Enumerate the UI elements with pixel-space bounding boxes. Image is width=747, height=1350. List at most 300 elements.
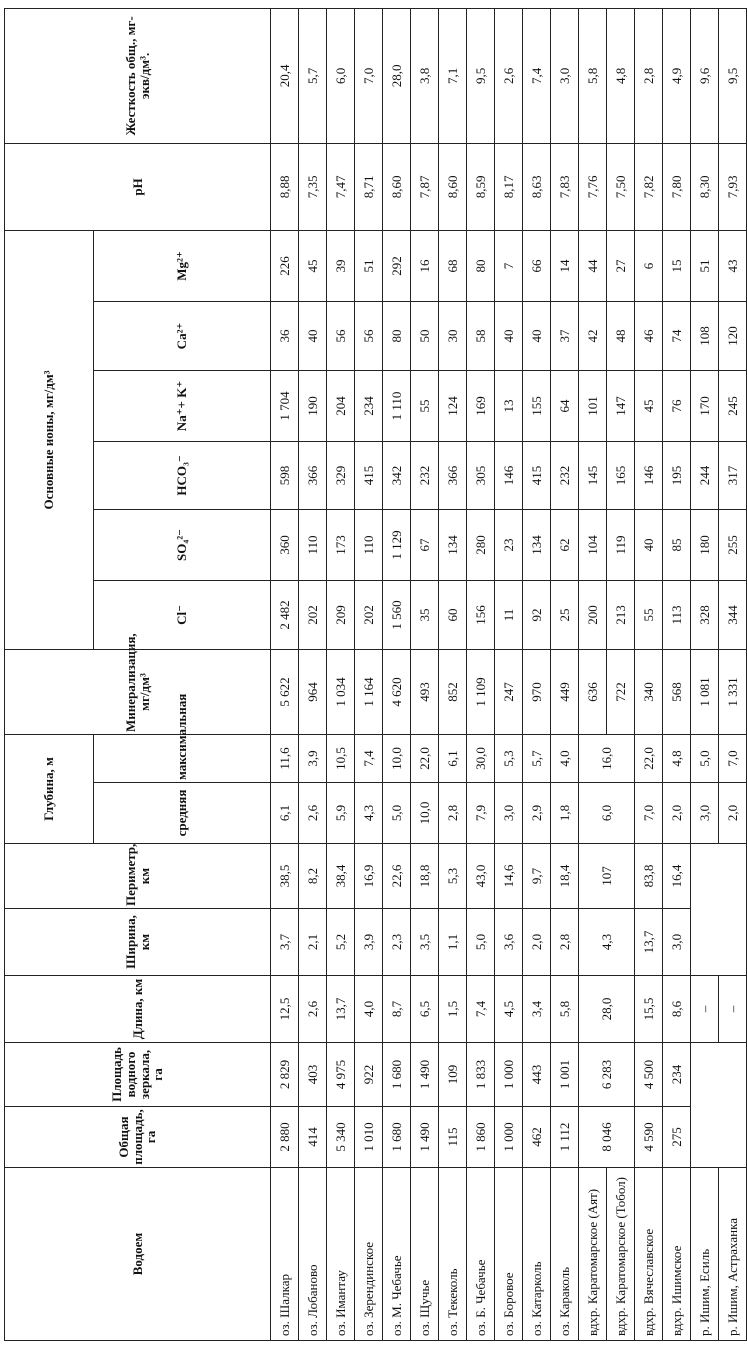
cell-perimeter: 18,8: [411, 844, 439, 909]
cell-hardness: 7,0: [355, 8, 383, 143]
cell-depth-max: 7,0: [719, 734, 747, 782]
cell-width: 1,1: [439, 909, 467, 976]
table-row: [327, 8, 355, 1340]
cell-ca: 108: [691, 301, 719, 370]
cell-ph: 8,60: [439, 143, 467, 230]
table-row: [383, 8, 411, 1340]
cell-width: 2,8: [551, 909, 579, 976]
cell-ph: 8,17: [495, 143, 523, 230]
col-ions: Основные ионы, мг/дм³: [5, 230, 94, 649]
cell-perimeter: 16,4: [663, 844, 691, 909]
cell-depth-mean: 7,0: [635, 783, 663, 844]
cell-so4: 104: [579, 509, 607, 580]
cell-total-area: 275: [663, 1107, 691, 1168]
cell-ph: 7,93: [719, 143, 747, 230]
table-row: [663, 8, 691, 1340]
cell-width: 3,7: [271, 909, 299, 976]
cell-depth-mean: 10,0: [411, 783, 439, 844]
cell-so4: 255: [719, 509, 747, 580]
cell-hardness: 28,0: [383, 8, 411, 143]
cell-cl: 213: [607, 580, 635, 649]
cell-ph: 7,47: [327, 143, 355, 230]
cell-mineral: 340: [635, 649, 663, 734]
cell-ph: 8,63: [523, 143, 551, 230]
cell-hardness: 9,5: [719, 8, 747, 143]
cell-length: 15,5: [635, 976, 663, 1043]
cell-so4: 280: [467, 509, 495, 580]
cell-mineral: 4 620: [383, 649, 411, 734]
cell-width: 2,1: [299, 909, 327, 976]
cell-depth-mean: 7,9: [467, 783, 495, 844]
cell-ca: 48: [607, 301, 635, 370]
cell-depth-mean: 4,3: [355, 783, 383, 844]
cell-mineral: 449: [551, 649, 579, 734]
cell-depth-max: 5,3: [495, 734, 523, 782]
cell-total-area: 2 880: [271, 1107, 299, 1168]
cell-depth-mean: 2,0: [719, 783, 747, 844]
cell-cl: 55: [635, 580, 663, 649]
cell-ph: 8,30: [691, 143, 719, 230]
cell-cl: 344: [719, 580, 747, 649]
cell-ph: 8,88: [271, 143, 299, 230]
cell-so4: 1 129: [383, 509, 411, 580]
cell-hco3: 329: [327, 441, 355, 509]
cell-so4: 23: [495, 509, 523, 580]
cell-mg: 44: [579, 230, 607, 301]
cell-nak: 169: [467, 370, 495, 441]
cell-hco3: 146: [635, 441, 663, 509]
cell-nak: 1 704: [271, 370, 299, 441]
cell-hco3: 195: [663, 441, 691, 509]
cell-hco3: 305: [467, 441, 495, 509]
cell-depth-max: 4,0: [551, 734, 579, 782]
cell-depth-max: 5,7: [523, 734, 551, 782]
cell-nak: 76: [663, 370, 691, 441]
cell-name: оз. Шалкар: [271, 1168, 299, 1341]
cell-depth-max: 22,0: [635, 734, 663, 782]
cell-ca: 56: [355, 301, 383, 370]
cell-hco3: 232: [411, 441, 439, 509]
cell-hardness: 7,1: [439, 8, 467, 143]
table-row: [271, 8, 299, 1340]
cell-cl: 11: [495, 580, 523, 649]
cell-length: 4,0: [355, 976, 383, 1043]
cell-cl: 202: [355, 580, 383, 649]
cell-length: 7,4: [467, 976, 495, 1043]
cell-total-area: 1 010: [355, 1107, 383, 1168]
cell-ca: 42: [579, 301, 607, 370]
cell-length: 4,5: [495, 976, 523, 1043]
cell-so4: 119: [607, 509, 635, 580]
cell-nak: 234: [355, 370, 383, 441]
cell-so4: 360: [271, 509, 299, 580]
cell-cl: 200: [579, 580, 607, 649]
cell-nak: 124: [439, 370, 467, 441]
cell-name: оз. Караколь: [551, 1168, 579, 1341]
cell-mg: 27: [607, 230, 635, 301]
cell-cl: 35: [411, 580, 439, 649]
cell-nak: 204: [327, 370, 355, 441]
cell-so4: 67: [411, 509, 439, 580]
col-so4: SO₄²⁻: [94, 509, 271, 580]
cell-water-area: 6 283: [579, 1043, 635, 1107]
cell-depth-max: 16,0: [579, 734, 635, 782]
cell-water-area: 443: [523, 1043, 551, 1107]
cell-ca: 40: [299, 301, 327, 370]
col-length: Длина, км: [5, 976, 271, 1043]
cell-mineral: 1 034: [327, 649, 355, 734]
cell-mineral: 1 164: [355, 649, 383, 734]
cell-mg: 45: [299, 230, 327, 301]
cell-width: 4,3: [579, 909, 635, 976]
cell-so4: 85: [663, 509, 691, 580]
cell-mineral: 247: [495, 649, 523, 734]
cell-so4: 134: [439, 509, 467, 580]
cell-water-area: 234: [663, 1043, 691, 1107]
cell-mg: 7: [495, 230, 523, 301]
cell-water-area: 1 490: [411, 1043, 439, 1107]
cell-perimeter: 38,5: [271, 844, 299, 909]
cell-hardness: 5,7: [299, 8, 327, 143]
cell-total-area: 1 000: [495, 1107, 523, 1168]
cell-length: 2,6: [299, 976, 327, 1043]
cell-so4: 134: [523, 509, 551, 580]
cell-hco3: 145: [579, 441, 607, 509]
cell-nak: 147: [607, 370, 635, 441]
cell-perimeter: 9,7: [523, 844, 551, 909]
cell-hco3: 146: [495, 441, 523, 509]
cell-cl: 92: [523, 580, 551, 649]
cell-mg: 6: [635, 230, 663, 301]
cell-so4: 110: [299, 509, 327, 580]
cell-hardness: 3,8: [411, 8, 439, 143]
cell-depth-max: 30,0: [467, 734, 495, 782]
cell-mg: 16: [411, 230, 439, 301]
cell-mg: 66: [523, 230, 551, 301]
cell-name: вдхр. Каратомарское (Тобол): [607, 1168, 635, 1341]
cell-mg: 14: [551, 230, 579, 301]
cell-hardness: 4,8: [607, 8, 635, 143]
cell-name: оз. Имантау: [327, 1168, 355, 1341]
cell-mineral: 964: [299, 649, 327, 734]
cell-length: 5,8: [551, 976, 579, 1043]
col-hco3: HCO₃⁻: [94, 441, 271, 509]
cell-water-area: 109: [439, 1043, 467, 1107]
cell-depth-mean: 5,9: [327, 783, 355, 844]
cell-mg: 39: [327, 230, 355, 301]
cell-width: 2,3: [383, 909, 411, 976]
cell-ca: 56: [327, 301, 355, 370]
cell-length: 8,7: [383, 976, 411, 1043]
col-cl: Cl⁻: [94, 580, 271, 649]
cell-hardness: 3,0: [551, 8, 579, 143]
cell-so4: 180: [691, 509, 719, 580]
cell-water-area: 403: [299, 1043, 327, 1107]
cell-cl: 2 482: [271, 580, 299, 649]
cell-length: 3,4: [523, 976, 551, 1043]
cell-nak: 155: [523, 370, 551, 441]
cell-ca: 46: [635, 301, 663, 370]
cell-hardness: 2,6: [495, 8, 523, 143]
cell-depth-mean: 3,0: [495, 783, 523, 844]
cell-ph: 8,71: [355, 143, 383, 230]
cell-name: оз. Боровое: [495, 1168, 523, 1341]
cell-hardness: 5,8: [579, 8, 607, 143]
cell-nak: 55: [411, 370, 439, 441]
cell-cl: 156: [467, 580, 495, 649]
cell-total-area: 115: [439, 1107, 467, 1168]
col-depth: Глубина, м: [5, 734, 94, 843]
cell-ph: 7,80: [663, 143, 691, 230]
cell-ph: 7,35: [299, 143, 327, 230]
cell-ph: 8,60: [383, 143, 411, 230]
cell-cl: 113: [663, 580, 691, 649]
cell-name: оз. Б. Чебачье: [467, 1168, 495, 1341]
cell-so4: 40: [635, 509, 663, 580]
table-row: [299, 8, 327, 1340]
cell-hardness: 9,6: [691, 8, 719, 143]
cell-nak: 64: [551, 370, 579, 441]
cell-hco3: 415: [355, 441, 383, 509]
cell-perimeter: 83,8: [635, 844, 663, 909]
col-hardness: Жесткость общ., мг-экв/дм³.: [5, 8, 271, 143]
col-nak: Na⁺+ K⁺: [94, 370, 271, 441]
cell-mineral: 5 622: [271, 649, 299, 734]
cell-ca: 36: [271, 301, 299, 370]
cell-perimeter: 14,6: [495, 844, 523, 909]
cell-name: оз. Щучье: [411, 1168, 439, 1341]
cell-depth-max: 22,0: [411, 734, 439, 782]
cell-ca: 50: [411, 301, 439, 370]
cell-length: –: [691, 976, 719, 1043]
cell-mineral: 568: [663, 649, 691, 734]
cell-depth-mean: 2,0: [663, 783, 691, 844]
cell-mineral: 852: [439, 649, 467, 734]
cell-water-area: 1 000: [495, 1043, 523, 1107]
cell-total-area: 1 490: [411, 1107, 439, 1168]
cell-hco3: 342: [383, 441, 411, 509]
cell-depth-max: 6,1: [439, 734, 467, 782]
cell-width: 3,0: [663, 909, 691, 976]
cell-mg: 292: [383, 230, 411, 301]
cell-water-area: 4 500: [635, 1043, 663, 1107]
cell-depth-mean: 2,9: [523, 783, 551, 844]
cell-cl: 202: [299, 580, 327, 649]
cell-mg: 15: [663, 230, 691, 301]
cell-nak: 101: [579, 370, 607, 441]
cell-total-area: 5 340: [327, 1107, 355, 1168]
cell-total-area: 414: [299, 1107, 327, 1168]
cell-perimeter: 38,4: [327, 844, 355, 909]
cell-width: 5,2: [327, 909, 355, 976]
cell-ca: 58: [467, 301, 495, 370]
cell-depth-max: 5,0: [691, 734, 719, 782]
cell-total-area: 1 112: [551, 1107, 579, 1168]
cell-depth-mean: 3,0: [691, 783, 719, 844]
cell-ph: 7,87: [411, 143, 439, 230]
cell-hco3: 317: [719, 441, 747, 509]
cell-perimeter: 5,3: [439, 844, 467, 909]
cell-ca: 74: [663, 301, 691, 370]
table-row: [355, 8, 383, 1340]
cell-perimeter: 16,9: [355, 844, 383, 909]
cell-ph: 7,82: [635, 143, 663, 230]
cell-nak: 170: [691, 370, 719, 441]
col-perimeter: Периметр, км: [5, 844, 271, 909]
cell-width-perimeter-empty: [691, 844, 747, 976]
cell-perimeter: 107: [579, 844, 635, 909]
cell-ph: 7,76: [579, 143, 607, 230]
cell-mineral: 1 331: [719, 649, 747, 734]
cell-total-area: 462: [523, 1107, 551, 1168]
cell-area-empty: [691, 1043, 747, 1168]
cell-name: оз. М. Чебачье: [383, 1168, 411, 1341]
cell-cl: 328: [691, 580, 719, 649]
cell-water-area: 2 829: [271, 1043, 299, 1107]
cell-depth-mean: 2,6: [299, 783, 327, 844]
cell-depth-mean: 6,0: [579, 783, 635, 844]
cell-total-area: 8 046: [579, 1107, 635, 1168]
cell-name: оз. Зерендинское: [355, 1168, 383, 1341]
table-row: [579, 8, 607, 1340]
cell-hardness: 9,5: [467, 8, 495, 143]
cell-ca: 40: [523, 301, 551, 370]
cell-hco3: 366: [439, 441, 467, 509]
cell-width: 13,7: [635, 909, 663, 976]
cell-total-area: 1 860: [467, 1107, 495, 1168]
cell-water-area: 1 680: [383, 1043, 411, 1107]
cell-water-area: 1 833: [467, 1043, 495, 1107]
cell-hardness: 7,4: [523, 8, 551, 143]
table-row: [691, 8, 719, 1340]
cell-hardness: 20,4: [271, 8, 299, 143]
col-depth-max: максимальная: [94, 734, 271, 782]
cell-ph: 7,50: [607, 143, 635, 230]
cell-mg: 43: [719, 230, 747, 301]
cell-mineral: 636: [579, 649, 607, 734]
cell-ca: 80: [383, 301, 411, 370]
cell-depth-mean: 1,8: [551, 783, 579, 844]
cell-ca: 37: [551, 301, 579, 370]
cell-name: оз. Текеколь: [439, 1168, 467, 1341]
table-row: [523, 8, 551, 1340]
cell-hardness: 6,0: [327, 8, 355, 143]
cell-nak: 190: [299, 370, 327, 441]
cell-perimeter: 18,4: [551, 844, 579, 909]
cell-hco3: 244: [691, 441, 719, 509]
cell-mg: 226: [271, 230, 299, 301]
col-ph: pH: [5, 143, 271, 230]
cell-perimeter: 22,6: [383, 844, 411, 909]
cell-depth-max: 4,8: [663, 734, 691, 782]
cell-so4: 173: [327, 509, 355, 580]
cell-mineral: 1 109: [467, 649, 495, 734]
cell-cl: 1 560: [383, 580, 411, 649]
cell-perimeter: 43,0: [467, 844, 495, 909]
cell-name: оз. Катарколь: [523, 1168, 551, 1341]
cell-width: 2,0: [523, 909, 551, 976]
col-width: Ширина, км: [5, 909, 271, 976]
table-row: [467, 8, 495, 1340]
table-row: [411, 8, 439, 1340]
cell-length: 28,0: [579, 976, 635, 1043]
cell-name: вдхр. Вячеславское: [635, 1168, 663, 1341]
cell-width: 3,9: [355, 909, 383, 976]
cell-mineral: 970: [523, 649, 551, 734]
cell-ph: 8,59: [467, 143, 495, 230]
cell-name: вдхр. Ишимское: [663, 1168, 691, 1341]
cell-depth-max: 11,6: [271, 734, 299, 782]
cell-cl: 60: [439, 580, 467, 649]
cell-depth-max: 10,0: [383, 734, 411, 782]
cell-perimeter: 8,2: [299, 844, 327, 909]
col-water-area: Площадь водного зеркала, га: [5, 1043, 271, 1107]
cell-ca: 30: [439, 301, 467, 370]
cell-depth-max: 7,4: [355, 734, 383, 782]
table-row: [439, 8, 467, 1340]
cell-ca: 40: [495, 301, 523, 370]
cell-cl: 25: [551, 580, 579, 649]
cell-ph: 7,83: [551, 143, 579, 230]
cell-width: 3,5: [411, 909, 439, 976]
col-mg: Mg²⁺: [94, 230, 271, 301]
cell-hardness: 4,9: [663, 8, 691, 143]
cell-ca: 120: [719, 301, 747, 370]
cell-name: оз. Лобаново: [299, 1168, 327, 1341]
cell-hco3: 366: [299, 441, 327, 509]
cell-water-area: 1 001: [551, 1043, 579, 1107]
table-row: [551, 8, 579, 1340]
cell-total-area: 1 680: [383, 1107, 411, 1168]
cell-depth-max: 3,9: [299, 734, 327, 782]
cell-mg: 68: [439, 230, 467, 301]
cell-length: 1,5: [439, 976, 467, 1043]
cell-mg: 80: [467, 230, 495, 301]
cell-length: 12,5: [271, 976, 299, 1043]
table-row: [495, 8, 523, 1340]
cell-water-area: 922: [355, 1043, 383, 1107]
cell-total-area: 4 590: [635, 1107, 663, 1168]
cell-nak: 1 110: [383, 370, 411, 441]
cell-hco3: 165: [607, 441, 635, 509]
cell-mg: 51: [691, 230, 719, 301]
cell-name: вдхр. Каратомарское (Аят): [579, 1168, 607, 1341]
cell-depth-mean: 6,1: [271, 783, 299, 844]
col-depth-mean: средняя: [94, 783, 271, 844]
cell-nak: 245: [719, 370, 747, 441]
col-mineral: Минерализация, мг/дм³: [5, 649, 271, 734]
cell-cl: 209: [327, 580, 355, 649]
cell-nak: 13: [495, 370, 523, 441]
cell-length: –: [719, 976, 747, 1043]
cell-hco3: 415: [523, 441, 551, 509]
cell-depth-mean: 2,8: [439, 783, 467, 844]
cell-hardness: 2,8: [635, 8, 663, 143]
cell-width: 3,6: [495, 909, 523, 976]
cell-length: 13,7: [327, 976, 355, 1043]
cell-so4: 62: [551, 509, 579, 580]
cell-name: р. Ишим, Есиль: [691, 1168, 719, 1341]
cell-mineral: 722: [607, 649, 635, 734]
cell-length: 6,5: [411, 976, 439, 1043]
cell-name: р. Ишим, Астраханка: [719, 1168, 747, 1341]
cell-mineral: 1 081: [691, 649, 719, 734]
col-vodoem: Водоем: [5, 1168, 271, 1341]
cell-hco3: 232: [551, 441, 579, 509]
cell-depth-max: 10,5: [327, 734, 355, 782]
cell-mineral: 493: [411, 649, 439, 734]
cell-depth-mean: 5,0: [383, 783, 411, 844]
